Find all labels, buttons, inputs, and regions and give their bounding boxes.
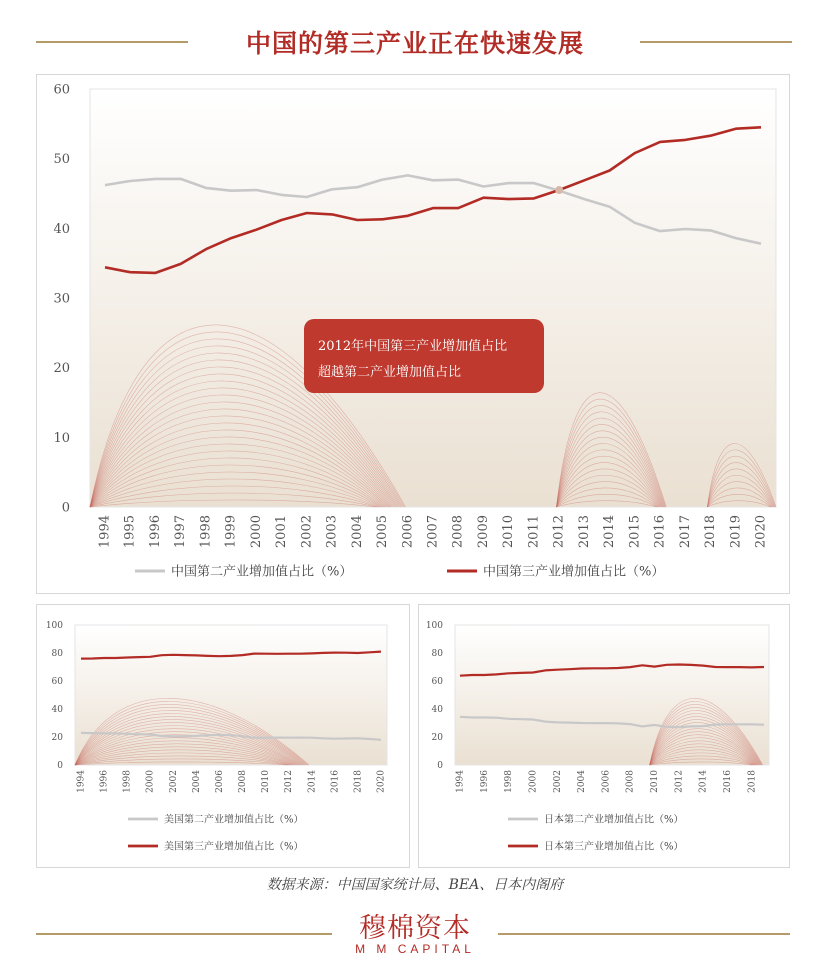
x-tick-label: 2011 [526, 515, 542, 549]
x-tick-label: 1998 [504, 770, 515, 793]
legend-label: 日本第二产业增加值占比（%） [544, 814, 684, 826]
x-tick-label: 1994 [76, 770, 87, 793]
legend-label: 美国第二产业增加值占比（%） [164, 814, 304, 826]
y-tick-label: 80 [51, 649, 63, 660]
x-tick-label: 2016 [330, 770, 341, 793]
brand-logo-cn: 穆棉资本 [359, 913, 471, 944]
x-tick-label: 2002 [168, 770, 179, 793]
x-tick-label: 2018 [353, 770, 364, 793]
x-tick-label: 1994 [455, 770, 466, 793]
x-tick-label: 2004 [577, 770, 588, 793]
china-chart [37, 75, 789, 593]
x-tick-label: 2006 [601, 770, 612, 793]
annotation-line-2: 超越第二产业增加值占比 [318, 365, 462, 380]
y-tick-label: 40 [51, 705, 63, 716]
x-tick-label: 1997 [173, 515, 189, 549]
page-title: 中国的第三产业正在快速发展 [245, 29, 584, 58]
china-chart-panel [36, 74, 790, 594]
x-tick-label: 2012 [284, 770, 295, 793]
x-tick-label: 2000 [145, 770, 156, 793]
x-tick-label: 1995 [122, 515, 138, 549]
bottom-rule-right [498, 933, 790, 935]
x-tick-label: 2008 [450, 515, 466, 549]
data-source: 数据来源：中国国家统计局、BEA、日本内阁府 [266, 877, 564, 893]
usa-chart [37, 605, 409, 867]
x-tick-label: 2008 [238, 770, 249, 793]
y-tick-label: 100 [425, 621, 443, 632]
y-tick-label: 20 [51, 733, 63, 744]
brand-logo-en: M M CAPITAL [355, 942, 475, 956]
japan-chart-panel [418, 604, 790, 868]
legend-label: 中国第三产业增加值占比（%） [483, 564, 665, 580]
plot-area [90, 89, 776, 507]
usa-chart-panel [36, 604, 410, 868]
x-tick-label: 1996 [479, 770, 490, 793]
y-tick-label: 30 [53, 291, 70, 307]
legend-label: 日本第三产业增加值占比（%） [544, 841, 684, 853]
crossover-point [555, 186, 563, 194]
y-tick-label: 40 [53, 221, 70, 237]
legend-label: 美国第三产业增加值占比（%） [164, 841, 304, 853]
japan-chart [419, 605, 789, 867]
x-tick-label: 2012 [551, 515, 567, 549]
x-tick-label: 2008 [625, 770, 636, 793]
x-tick-label: 2004 [349, 515, 365, 549]
x-tick-label: 1994 [97, 515, 113, 549]
x-tick-label: 2014 [698, 770, 709, 793]
x-tick-label: 2001 [274, 515, 290, 549]
x-tick-label: 2013 [576, 515, 592, 549]
y-tick-label: 10 [53, 430, 70, 446]
x-tick-label: 2000 [528, 770, 539, 793]
y-tick-label: 60 [431, 677, 443, 688]
y-tick-label: 20 [431, 733, 443, 744]
y-tick-label: 80 [431, 649, 443, 660]
x-tick-label: 2005 [375, 515, 391, 549]
x-tick-label: 2019 [728, 515, 744, 549]
x-tick-label: 2010 [501, 515, 517, 549]
x-tick-label: 1996 [99, 770, 110, 793]
x-tick-label: 1999 [223, 515, 239, 549]
y-tick-label: 0 [57, 761, 63, 772]
x-tick-label: 2014 [307, 770, 318, 793]
x-tick-label: 2012 [674, 770, 685, 793]
x-tick-label: 2006 [214, 770, 225, 793]
x-tick-label: 2010 [650, 770, 661, 793]
y-tick-label: 50 [53, 152, 70, 168]
legend-label: 中国第二产业增加值占比（%） [171, 564, 353, 580]
y-tick-label: 20 [53, 361, 70, 377]
x-tick-label: 2018 [747, 770, 758, 793]
x-tick-label: 2016 [723, 770, 734, 793]
y-tick-label: 40 [431, 705, 443, 716]
y-tick-label: 100 [45, 621, 63, 632]
annotation-box [304, 319, 544, 393]
x-tick-label: 1996 [147, 515, 163, 549]
x-tick-label: 2018 [703, 515, 719, 549]
x-tick-label: 2014 [602, 515, 618, 549]
x-tick-label: 2002 [552, 770, 563, 793]
x-tick-label: 2017 [677, 515, 693, 549]
x-tick-label: 2020 [753, 515, 769, 549]
x-tick-label: 2007 [425, 515, 441, 549]
x-tick-label: 2006 [400, 515, 416, 549]
x-tick-label: 2009 [475, 515, 491, 549]
x-tick-label: 1998 [198, 515, 214, 549]
x-tick-label: 2004 [191, 770, 202, 793]
y-tick-label: 60 [51, 677, 63, 688]
x-tick-label: 2020 [376, 770, 387, 793]
y-tick-label: 60 [53, 82, 70, 98]
plot-area [455, 625, 769, 765]
x-tick-label: 2010 [261, 770, 272, 793]
title-rule-right [640, 41, 792, 43]
x-tick-label: 2003 [324, 515, 340, 549]
y-tick-label: 0 [437, 761, 443, 772]
x-tick-label: 2002 [299, 515, 315, 549]
x-tick-label: 2016 [652, 515, 668, 549]
annotation-line-1: 2012年中国第三产业增加值占比 [318, 339, 508, 354]
x-tick-label: 2000 [248, 515, 264, 549]
x-tick-label: 2015 [627, 515, 643, 549]
x-tick-label: 1998 [122, 770, 133, 793]
title-row [0, 18, 830, 66]
y-tick-label: 0 [61, 500, 70, 516]
